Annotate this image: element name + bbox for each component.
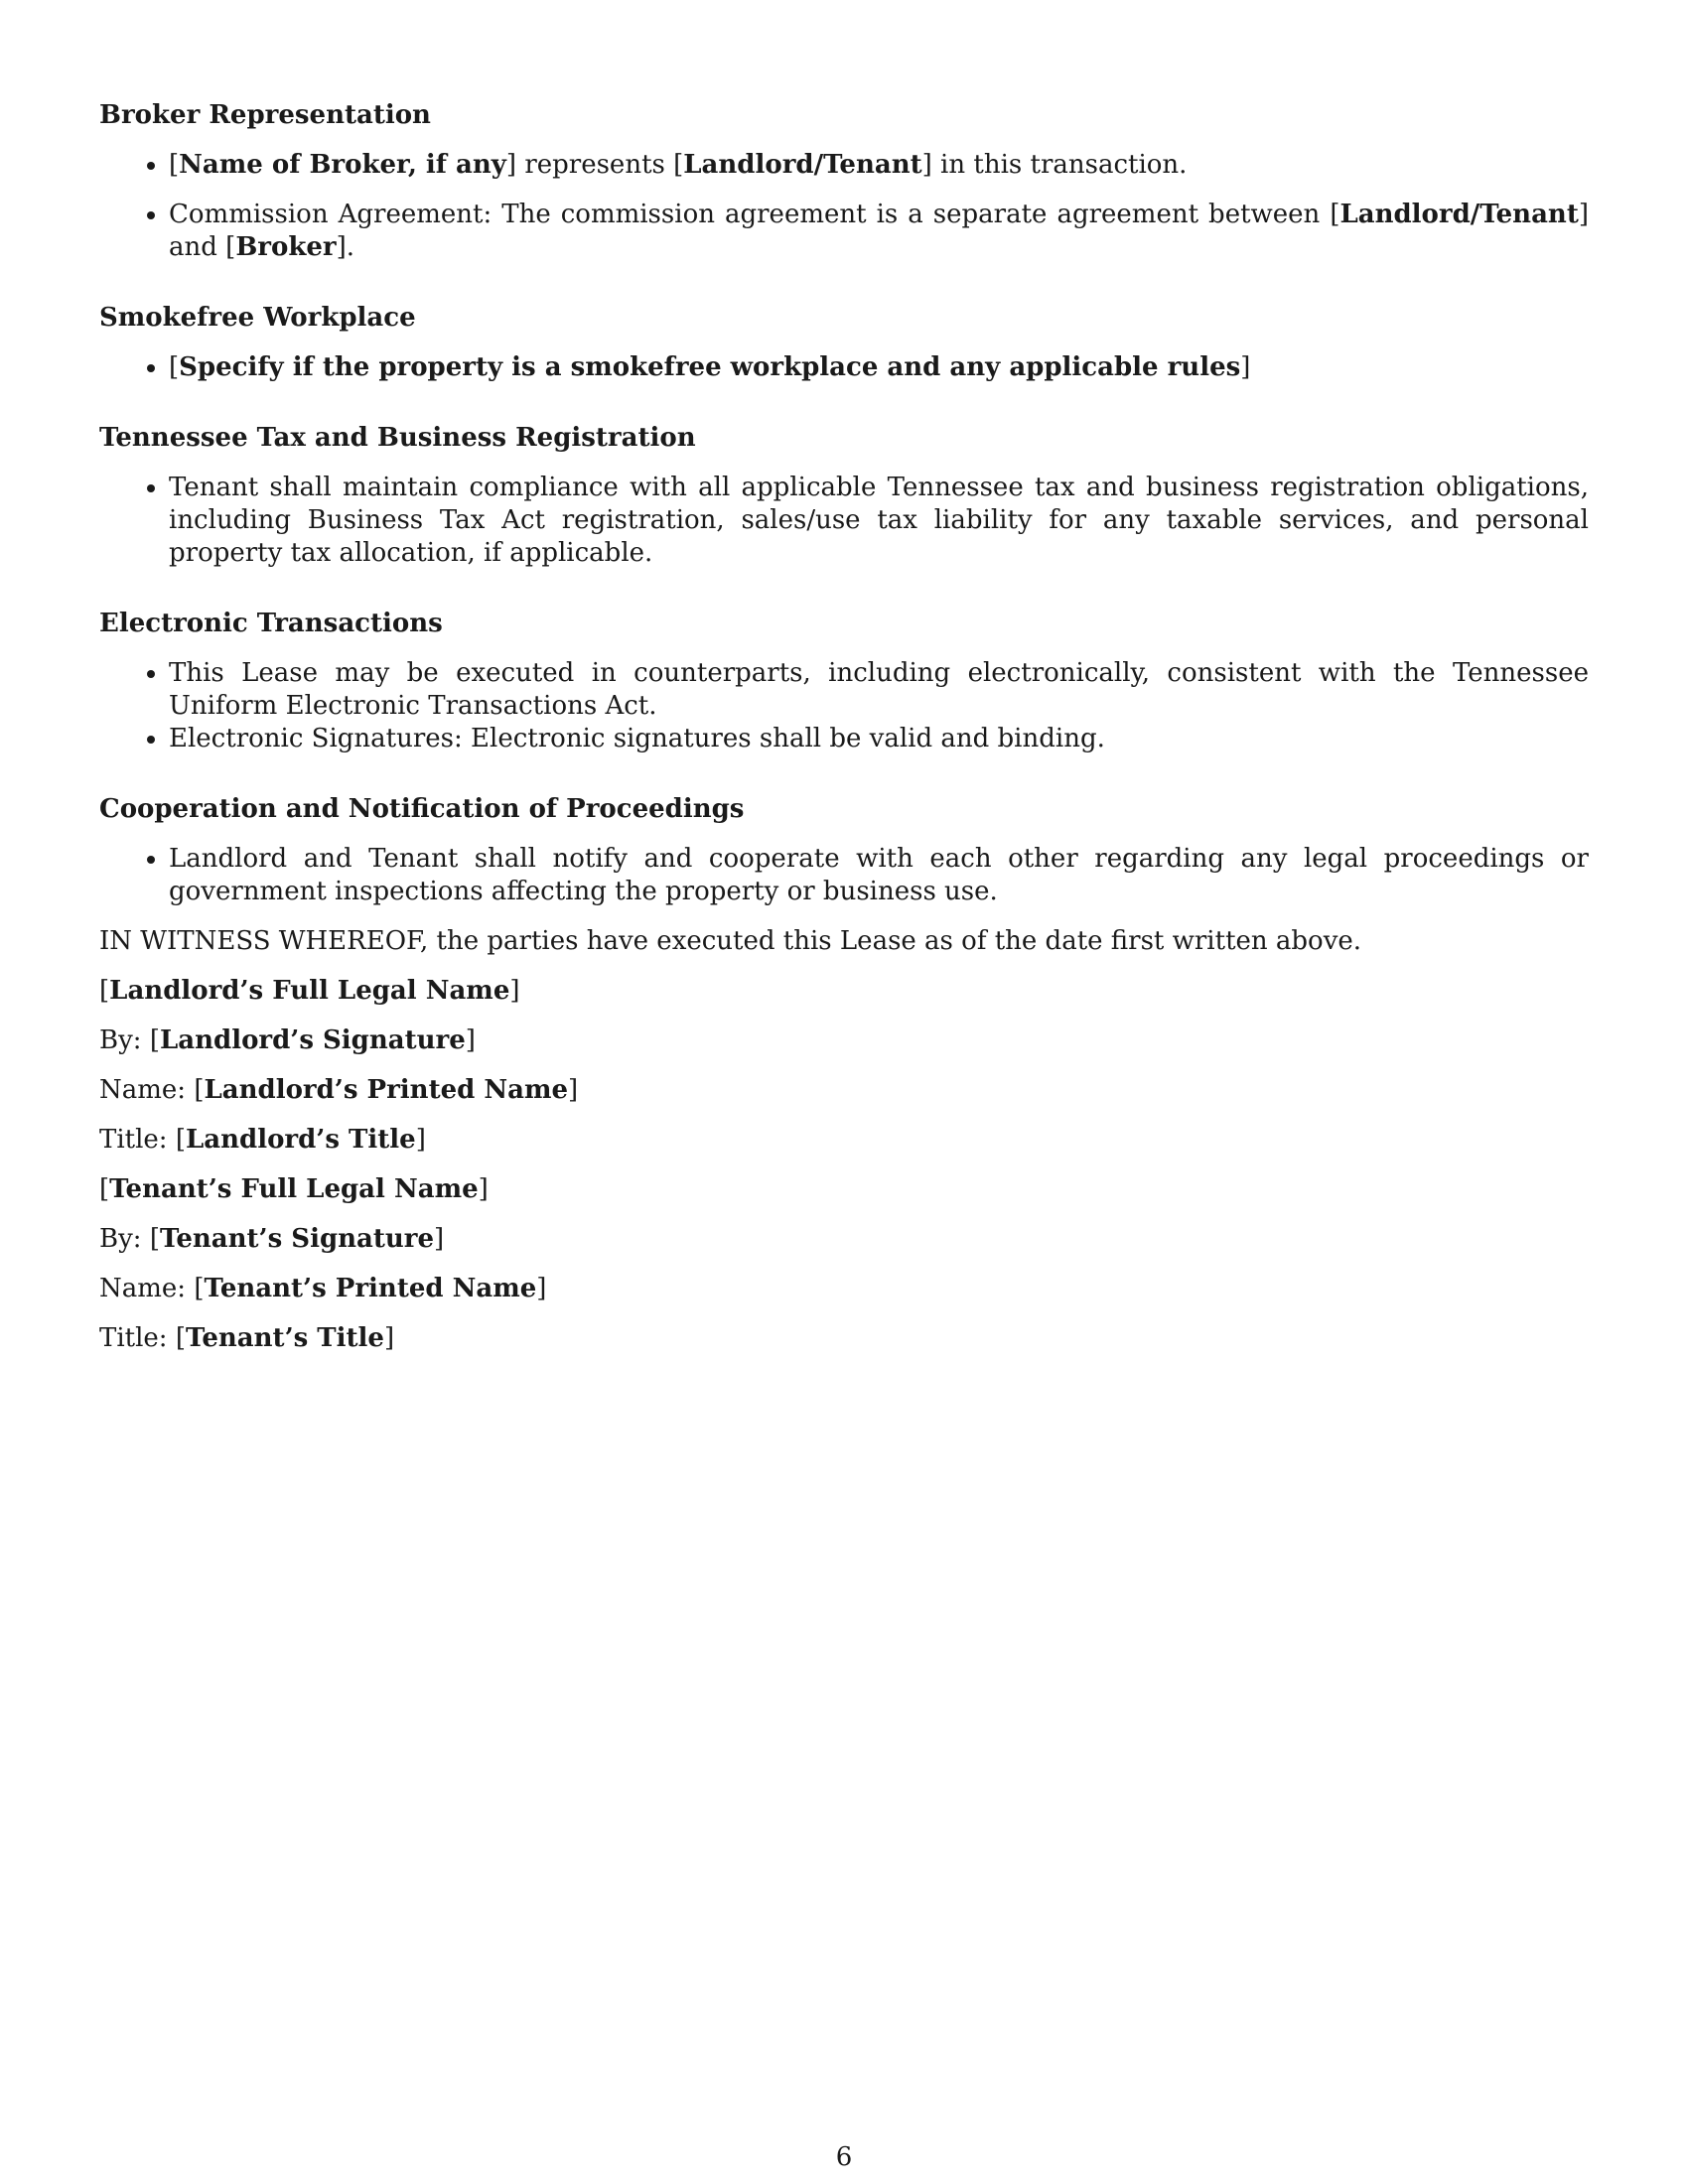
section-electronic-transactions — [99, 608, 1589, 755]
bracket-text: ] — [434, 1224, 445, 1254]
broker-name-placeholder: Name of Broker, if any — [179, 150, 506, 180]
bracket-text: [ — [194, 1274, 205, 1303]
section-title-smokefree-workplace: Smokefree Workplace — [99, 303, 416, 333]
list-item: • Tenant shall maintain compliance with all applicable Tennessee tax and business registration obligations, including Business Tax Act registration, sales/use tax liability for any taxable services, and personal property tax allocation, if applicable. — [169, 472, 1589, 570]
section-title-electronic-transactions: Electronic Transactions — [99, 609, 443, 638]
bracket-text: ] — [415, 1125, 426, 1155]
page-number: 6 — [835, 2142, 853, 2172]
section-broker-representation — [99, 99, 1589, 264]
landlord-title-placeholder: Landlord’s Title — [186, 1125, 416, 1155]
cooperation-list — [99, 843, 1589, 908]
bracket-text: ] — [568, 1075, 579, 1105]
bracket-text: ] — [536, 1274, 547, 1303]
landlord-legal-name-placeholder: Landlord’s Full Legal Name — [109, 976, 510, 1006]
by-label: By: — [99, 1224, 150, 1254]
tax-list — [99, 472, 1589, 570]
bracket-text: ] — [478, 1174, 489, 1204]
tenant-signature-placeholder: Tenant’s Signature — [159, 1224, 435, 1254]
broker-placeholder: Broker — [235, 232, 337, 262]
landlord-signature-line — [99, 1024, 1589, 1057]
landlord-printed-name-line — [99, 1074, 1589, 1107]
party-placeholder: Landlord/Tenant — [683, 150, 922, 180]
list-item-text: ] represents [ — [505, 150, 684, 180]
list-item: • Landlord and Tenant shall notify and cooperate with each other regarding any legal proceedings or government inspections affecting the property or business use. — [169, 843, 1589, 908]
list-item-text: ] and [ — [169, 200, 1589, 262]
landlord-legal-name-line — [99, 975, 1589, 1008]
smokefree-list — [99, 351, 1589, 384]
bracket-text: [ — [194, 1075, 205, 1105]
list-item-text: ] in this transaction. — [921, 150, 1188, 180]
title-label: Title: — [99, 1125, 176, 1155]
section-cooperation — [99, 793, 1589, 908]
title-label: Title: — [99, 1323, 176, 1353]
witness-clause: IN WITNESS WHEREOF, the parties have executed this Lease as of the date first written above. — [99, 926, 1362, 956]
section-title-tennessee-tax: Tennessee Tax and Business Registration — [99, 423, 696, 453]
electronic-list — [99, 657, 1589, 755]
party-placeholder: Landlord/Tenant — [1339, 200, 1579, 229]
list-item — [169, 149, 1589, 182]
name-label: Name: — [99, 1075, 195, 1105]
list-item-text: Commission Agreement: The commission agreement is a separate agreement between [ — [169, 200, 1340, 229]
list-item: • This Lease may be executed in counterparts, including electronically, consistent with the Tennessee Uniform Electronic Transactions Act. — [169, 657, 1589, 723]
bracket-text: [ — [99, 1174, 110, 1204]
tenant-title-placeholder: Tenant’s Title — [186, 1323, 384, 1353]
broker-list — [99, 149, 1589, 264]
bracket-text: [ — [99, 976, 110, 1006]
list-item-text: ]. — [336, 232, 355, 262]
bracket-text: [ — [175, 1125, 186, 1155]
list-item: • Electronic Signatures: Electronic signatures shall be valid and binding. — [169, 723, 1589, 755]
list-item — [169, 351, 1589, 384]
tenant-signature-line — [99, 1223, 1589, 1256]
bracket-text: [ — [175, 1323, 186, 1353]
list-item — [169, 199, 1589, 264]
bracket-text: [ — [149, 1224, 160, 1254]
tenant-printed-name-line — [99, 1273, 1589, 1305]
section-title-broker-representation: Broker Representation — [99, 100, 431, 130]
bracket-text: [ — [169, 150, 180, 180]
tenant-title-line — [99, 1322, 1589, 1355]
bracket-text: [ — [169, 352, 180, 382]
name-label: Name: — [99, 1274, 195, 1303]
section-tennessee-tax — [99, 422, 1589, 570]
section-title-cooperation: Cooperation and Notification of Proceedings — [99, 794, 745, 824]
landlord-signature-placeholder: Landlord’s Signature — [159, 1025, 466, 1055]
by-label: By: — [99, 1025, 150, 1055]
bracket-text: ] — [465, 1025, 476, 1055]
tenant-legal-name-placeholder: Tenant’s Full Legal Name — [109, 1174, 479, 1204]
bracket-text: ] — [1240, 352, 1251, 382]
smokefree-placeholder: Specify if the property is a smokefree workplace and any applicable rules — [179, 352, 1241, 382]
document-page — [99, 99, 1589, 1372]
bracket-text: ] — [383, 1323, 395, 1353]
tenant-printed-name-placeholder: Tenant’s Printed Name — [204, 1274, 537, 1303]
bracket-text: [ — [149, 1025, 160, 1055]
tenant-legal-name-line — [99, 1173, 1589, 1206]
landlord-printed-name-placeholder: Landlord’s Printed Name — [204, 1075, 569, 1105]
section-smokefree-workplace — [99, 302, 1589, 384]
bracket-text: ] — [509, 976, 520, 1006]
landlord-title-line — [99, 1124, 1589, 1157]
